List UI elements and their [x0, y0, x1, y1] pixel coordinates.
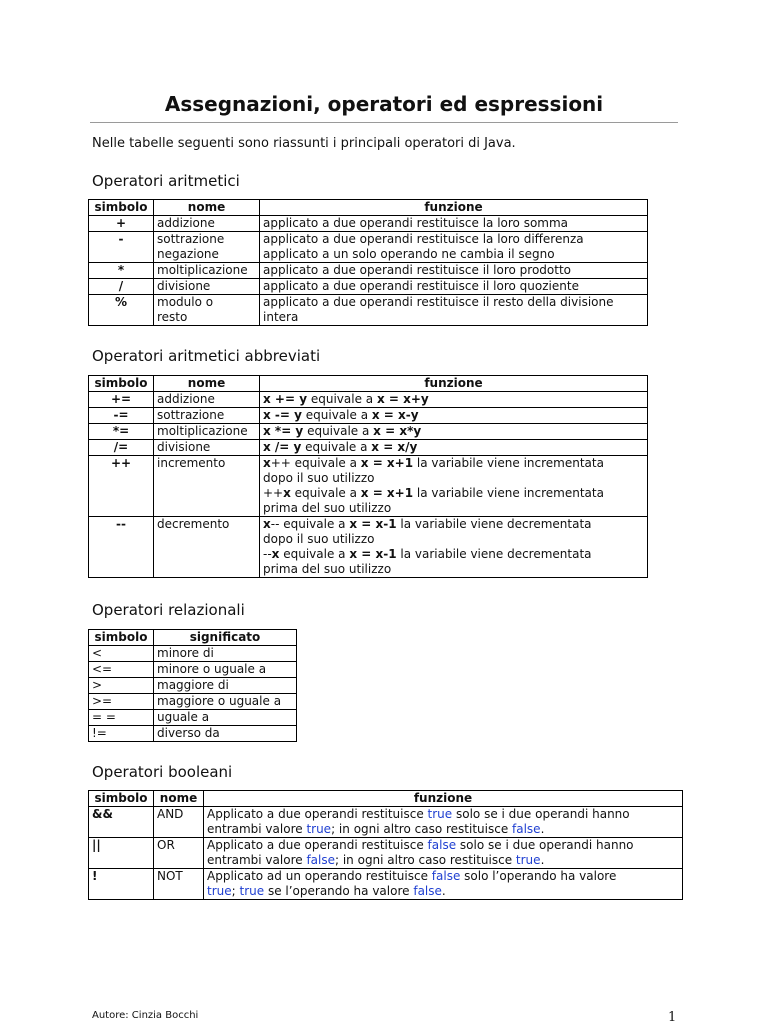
function-segment: x = x-y	[371, 408, 419, 422]
function-segment: Applicato a due operandi restituisce	[207, 838, 428, 852]
operator-symbol: >	[89, 678, 154, 694]
function-segment: ++ equivale a	[270, 456, 361, 470]
function-segment: solo se i due operandi hanno	[456, 838, 634, 852]
function-segment: x = x+1	[360, 456, 414, 470]
function-segment: equivale a	[279, 547, 350, 561]
table-row	[89, 662, 297, 678]
function-segment: entrambi valore	[207, 822, 307, 836]
operator-function-cell	[204, 838, 683, 869]
table-row	[89, 392, 648, 408]
operator-name-line: sottrazione	[157, 232, 225, 246]
function-segment: equivale a	[290, 486, 361, 500]
operator-function-cell	[204, 869, 683, 900]
function-segment: solo l’operando ha valore	[460, 869, 617, 883]
operator-symbol: *=	[89, 424, 154, 440]
operator-symbol: >=	[89, 694, 154, 710]
table-row	[89, 517, 648, 578]
operator-name-cell	[154, 295, 260, 326]
function-segment: false	[413, 884, 442, 898]
function-segment: ; in ogni altro caso restituisce	[331, 822, 513, 836]
function-segment: x = x+1	[360, 486, 414, 500]
col-header-function: funzione	[260, 200, 648, 216]
table-row	[89, 646, 297, 662]
function-segment: true	[427, 807, 453, 821]
operator-name-cell: moltiplicazione	[154, 263, 260, 279]
function-line: applicato a due operandi restituisce il loro prodotto	[263, 263, 572, 277]
operator-name-cell: OR	[154, 838, 204, 869]
function-segment: la variabile viene decrementata	[396, 517, 592, 531]
function-segment: Applicato a due operandi restituisce	[207, 807, 428, 821]
operator-symbol: +	[89, 216, 154, 232]
operator-symbol: !=	[89, 726, 154, 742]
abbreviated-table	[88, 375, 648, 578]
heading-boolean: Operatori booleani	[92, 763, 233, 781]
operator-name-cell: moltiplicazione	[154, 424, 260, 440]
intro-text: Nelle tabelle seguenti sono riassunti i principali operatori di Java.	[92, 136, 516, 151]
table-row	[89, 279, 648, 295]
function-segment: dopo il suo utilizzo	[263, 471, 375, 485]
operator-meaning: maggiore o uguale a	[154, 694, 297, 710]
operator-name-cell: incremento	[154, 456, 260, 517]
function-segment: equivale a	[301, 408, 372, 422]
heading-relational: Operatori relazionali	[92, 601, 245, 619]
function-segment: equivale a	[303, 424, 374, 438]
operator-name-cell: decremento	[154, 517, 260, 578]
operator-name-line: negazione	[157, 247, 219, 261]
operator-name-cell: addizione	[154, 216, 260, 232]
operator-function-cell	[260, 424, 648, 440]
function-segment: false	[306, 853, 335, 867]
heading-abbreviated: Operatori aritmetici abbreviati	[92, 347, 321, 365]
col-header-symbol: simbolo	[89, 791, 154, 807]
function-segment: x += y	[263, 392, 308, 406]
function-segment: x *= y	[263, 424, 304, 438]
operator-meaning: uguale a	[154, 710, 297, 726]
table-row	[89, 216, 648, 232]
operator-function-cell	[204, 807, 683, 838]
operator-function-cell	[260, 279, 648, 295]
function-segment: -- equivale a	[270, 517, 350, 531]
operator-symbol: -	[89, 232, 154, 263]
col-header-name: nome	[154, 200, 260, 216]
operator-symbol: ||	[89, 838, 154, 869]
table-row	[89, 694, 297, 710]
operator-meaning: minore di	[154, 646, 297, 662]
function-segment: --	[263, 547, 272, 561]
table-row	[89, 232, 648, 263]
col-header-name: nome	[154, 376, 260, 392]
table-row	[89, 424, 648, 440]
operator-function-cell	[260, 216, 648, 232]
function-segment: true	[239, 884, 265, 898]
heading-arithmetic: Operatori aritmetici	[92, 172, 240, 190]
operator-function-cell	[260, 440, 648, 456]
function-segment: x	[263, 456, 271, 470]
page-number: 1	[668, 1010, 677, 1025]
function-segment: x /= y	[263, 440, 302, 454]
footer-author: Autore: Cinzia Bocchi	[92, 1010, 199, 1021]
function-segment: Applicato ad un operando restituisce	[207, 869, 432, 883]
col-header-function: funzione	[260, 376, 648, 392]
table-row	[89, 295, 648, 326]
operator-symbol: = =	[89, 710, 154, 726]
table-row	[89, 807, 683, 838]
function-segment: x	[263, 517, 271, 531]
operator-name-cell: sottrazione	[154, 408, 260, 424]
function-segment: x = x/y	[371, 440, 418, 454]
operator-symbol: --	[89, 517, 154, 578]
function-segment: x = x-1	[349, 547, 397, 561]
function-segment: x	[283, 486, 291, 500]
operator-symbol: !	[89, 869, 154, 900]
function-line: applicato a due operandi restituisce la loro differenza	[263, 232, 584, 246]
table-row	[89, 678, 297, 694]
operator-meaning: maggiore di	[154, 678, 297, 694]
function-segment: false	[427, 838, 457, 852]
operator-name-cell: NOT	[154, 869, 204, 900]
function-segment: x	[271, 547, 280, 561]
operator-function-cell	[260, 517, 648, 578]
table-row	[89, 408, 648, 424]
operator-function-cell	[260, 392, 648, 408]
operator-function-cell	[260, 295, 648, 326]
function-segment: prima del suo utilizzo	[263, 562, 392, 576]
function-segment: true	[207, 884, 232, 898]
table-row	[89, 710, 297, 726]
operator-name-line: modulo o	[157, 295, 214, 309]
function-line: intera	[263, 310, 299, 324]
function-segment: prima del suo utilizzo	[263, 501, 392, 515]
operator-name-cell	[154, 232, 260, 263]
table-row	[89, 726, 297, 742]
arithmetic-table	[88, 199, 648, 326]
operator-name-cell: divisione	[154, 440, 260, 456]
function-line: applicato a due operandi restituisce il loro quoziente	[263, 279, 579, 293]
function-segment: solo se i due operandi hanno	[452, 807, 630, 821]
function-segment: la variabile viene decrementata	[396, 547, 592, 561]
function-segment: true	[515, 853, 541, 867]
function-segment: x = x+y	[376, 392, 429, 406]
function-line: applicato a due operandi restituisce la loro somma	[263, 216, 569, 230]
table-row	[89, 456, 648, 517]
function-segment: x = x*y	[373, 424, 422, 438]
operator-name-cell: divisione	[154, 279, 260, 295]
operator-symbol: *	[89, 263, 154, 279]
table-row	[89, 869, 683, 900]
operator-symbol: <	[89, 646, 154, 662]
function-segment: x = x-1	[349, 517, 397, 531]
function-segment: ;	[231, 884, 240, 898]
function-segment: .	[540, 822, 545, 836]
operator-symbol: %	[89, 295, 154, 326]
operator-function-cell	[260, 232, 648, 263]
function-segment: ++	[263, 486, 284, 500]
function-segment: se l’operando ha valore	[264, 884, 414, 898]
relational-table	[88, 629, 297, 742]
operator-symbol: /	[89, 279, 154, 295]
operator-symbol: ++	[89, 456, 154, 517]
function-segment: equivale a	[307, 392, 377, 406]
operator-name-cell: addizione	[154, 392, 260, 408]
function-segment: equivale a	[301, 440, 372, 454]
function-line: applicato a un solo operando ne cambia il segno	[263, 247, 555, 261]
table-row	[89, 440, 648, 456]
table-row	[89, 263, 648, 279]
operator-name-cell: AND	[154, 807, 204, 838]
col-header-name: nome	[154, 791, 204, 807]
operator-symbol: -=	[89, 408, 154, 424]
function-segment: true	[306, 822, 332, 836]
operator-function-cell	[260, 263, 648, 279]
function-segment: entrambi valore	[207, 853, 307, 867]
function-segment: la variabile viene incrementata	[413, 456, 604, 470]
operator-function-cell	[260, 456, 648, 517]
col-header-symbol: simbolo	[89, 630, 154, 646]
table-row	[89, 838, 683, 869]
operator-symbol: +=	[89, 392, 154, 408]
operator-meaning: minore o uguale a	[154, 662, 297, 678]
operator-function-cell	[260, 408, 648, 424]
col-header-symbol: simbolo	[89, 200, 154, 216]
operator-symbol: <=	[89, 662, 154, 678]
page-title: Assegnazioni, operatori ed espressioni	[90, 92, 678, 123]
col-header-meaning: significato	[154, 630, 297, 646]
function-segment: ; in ogni altro caso restituisce	[334, 853, 516, 867]
operator-symbol: &&	[89, 807, 154, 838]
function-segment: false	[431, 869, 461, 883]
boolean-table	[88, 790, 683, 900]
function-segment: .	[441, 884, 446, 898]
function-line: applicato a due operandi restituisce il resto della divisione	[263, 295, 614, 309]
function-segment: false	[512, 822, 541, 836]
col-header-symbol: simbolo	[89, 376, 154, 392]
function-segment: dopo il suo utilizzo	[263, 532, 375, 546]
function-segment: .	[540, 853, 545, 867]
operator-meaning: diverso da	[154, 726, 297, 742]
operator-name-line: resto	[157, 310, 188, 324]
operator-symbol: /=	[89, 440, 154, 456]
function-segment: la variabile viene incrementata	[413, 486, 604, 500]
col-header-function: funzione	[204, 791, 683, 807]
function-segment: x -= y	[263, 408, 302, 422]
